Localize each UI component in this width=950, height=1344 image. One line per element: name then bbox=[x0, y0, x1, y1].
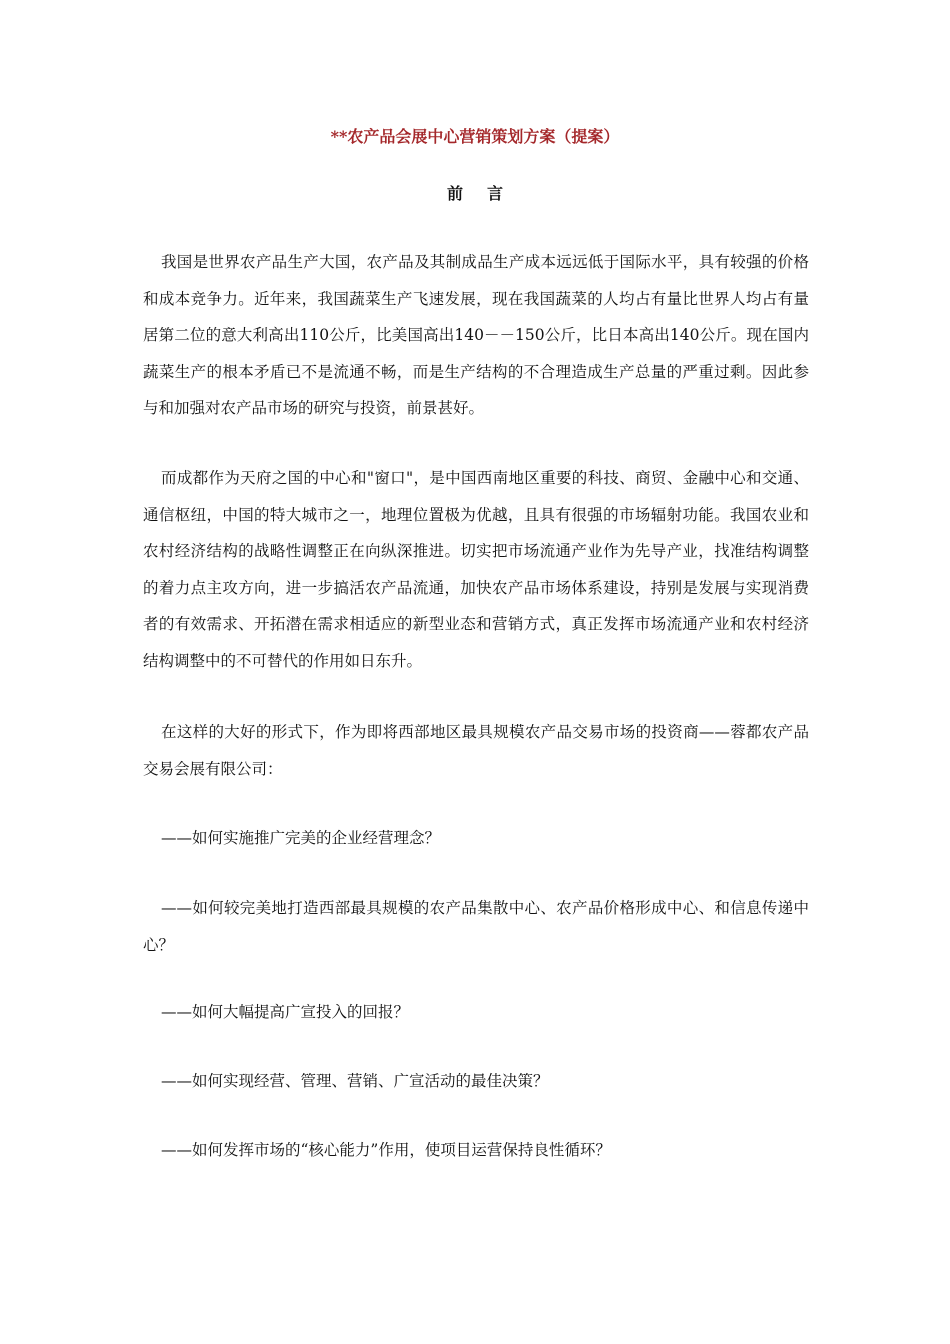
question-item: ——如何较完美地打造西部最具规模的农产品集散中心、农产品价格形成中心、和信息传递中心？ bbox=[143, 899, 809, 954]
paragraph-intro: 我国是世界农产品生产大国，农产品及其制成品生产成本远远低于国际水平，具有较强的价格和成本竞争力。近年来，我国蔬菜生产飞速发展，现在我国蔬菜的人均占有量比世界人均占有量居第二位的意大利高出110公斤，比美国高出140－－150公斤，比日本高出140公斤。现在国内蔬菜生产的根本矛盾已不是流通不畅，而是生产结构的不合理造成生产总量的严重过剩。因此参与和加强对农产品市场的研究与投资，前景甚好。 bbox=[143, 253, 809, 418]
question-item: ——如何大幅提高广宣投入的回报？ bbox=[161, 1003, 410, 1021]
document-title: **农产品会展中心营销策划方案（提案） bbox=[330, 127, 620, 146]
paragraph-chengdu: 而成都作为天府之国的中心和"窗口"，是中国西南地区重要的科技、商贸、金融中心和交通、通信枢纽，中国的特大城市之一，地理位置极为优越，且具有很强的市场辐射功能。我国农业和农村经济结构的战略性调整正在向纵深推进。切实把市场流通产业作为先导产业，找准结构调整的着力点主攻方向，进一步搞活农产品流通，加快农产品市场体系建设，持别是发展与实现消费者的有效需求、开拓潜在需求相适应的新型业态和营销方式，真正发挥市场流通产业和农村经济结构调整中的不可替代的作用如日东升。 bbox=[143, 469, 809, 670]
question-item: ——如何实施推广完美的企业经营理念？ bbox=[161, 829, 441, 847]
question-item: ——如何实现经营、管理、营销、广宣活动的最佳决策？ bbox=[161, 1072, 549, 1090]
question-item: ——如何发挥市场的“核心能力”作用，使项目运营保持良性循环？ bbox=[161, 1141, 611, 1159]
paragraph-company: 在这样的大好的形式下，作为即将西部地区最具规模农产品交易市场的投资商——蓉都农产品交易会展有限公司： bbox=[143, 723, 809, 778]
section-heading-preface: 前言 bbox=[446, 184, 527, 203]
